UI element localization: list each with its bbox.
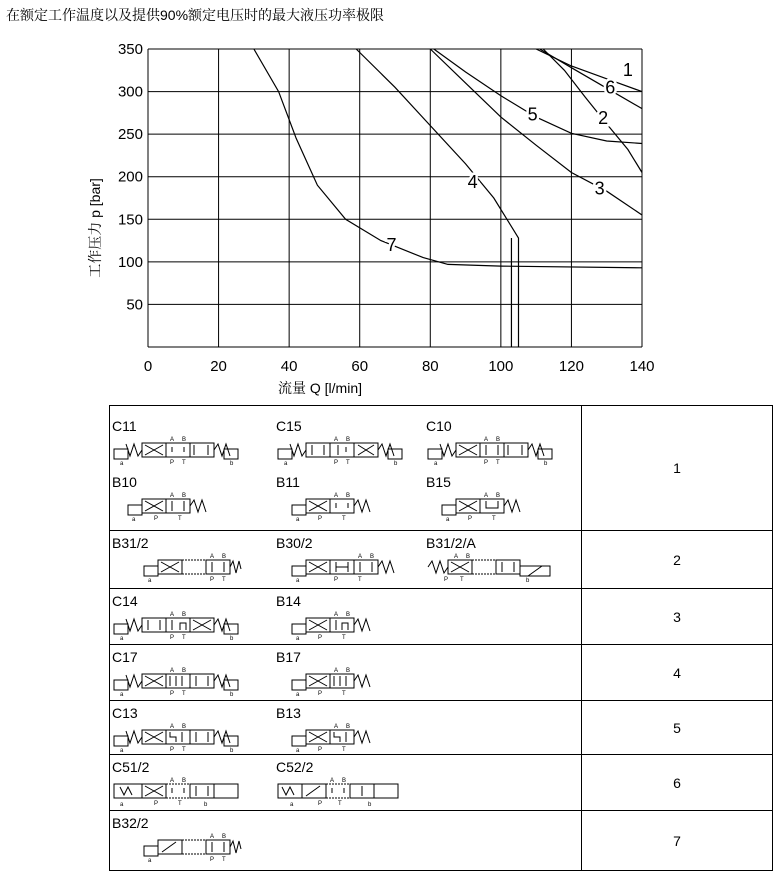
solenoid-a-label: a bbox=[296, 517, 300, 523]
port-a-label: A bbox=[484, 437, 489, 443]
pressure-flow-chart bbox=[0, 0, 779, 400]
port-p-label: P bbox=[210, 857, 215, 863]
port-b-label: B bbox=[182, 724, 187, 730]
table-row bbox=[110, 701, 773, 755]
solenoid-a-label: a bbox=[120, 748, 124, 754]
solenoid-a-label: a bbox=[120, 692, 124, 698]
port-t-label: T bbox=[178, 516, 182, 522]
series-line-3 bbox=[430, 49, 642, 215]
solenoid-a-label: a bbox=[296, 636, 300, 642]
port-a-label: A bbox=[170, 778, 175, 784]
port-b-label: B bbox=[346, 668, 351, 674]
port-t-label: T bbox=[342, 635, 346, 641]
table-row bbox=[110, 589, 773, 645]
solenoid-a-label: a bbox=[290, 802, 294, 808]
port-p-label: P bbox=[170, 635, 175, 641]
valve-2pos-symbol bbox=[276, 721, 376, 755]
port-t-label: T bbox=[492, 516, 496, 522]
port-t-label: T bbox=[342, 691, 346, 697]
port-p-label: P bbox=[484, 460, 489, 466]
port-a-label: A bbox=[334, 668, 339, 674]
x-tick-label: 40 bbox=[280, 358, 298, 375]
port-t-label: T bbox=[222, 857, 226, 863]
port-a-label: A bbox=[170, 437, 175, 443]
valve-code: C13 bbox=[112, 705, 138, 721]
valve-3pos-symbol bbox=[276, 775, 406, 809]
valve-3pos-symbol bbox=[112, 831, 242, 865]
y-tick-label: 50 bbox=[126, 296, 143, 314]
curve-number: 3 bbox=[582, 589, 773, 645]
x-tick-label: 0 bbox=[143, 358, 153, 375]
port-a-label: A bbox=[334, 437, 339, 443]
solenoid-a-label: a bbox=[120, 461, 124, 467]
port-b-label: B bbox=[346, 437, 351, 443]
port-t-label: T bbox=[342, 747, 346, 753]
solenoid-a-label: a bbox=[148, 858, 152, 864]
port-b-label: B bbox=[182, 612, 187, 618]
port-a-label: A bbox=[330, 778, 335, 784]
port-b-label: B bbox=[182, 778, 187, 784]
port-b-label: B bbox=[370, 554, 375, 560]
symbols-cell bbox=[110, 755, 582, 811]
port-t-label: T bbox=[496, 460, 500, 466]
valve-3pos-symbol bbox=[426, 434, 556, 468]
valve-3pos-symbol bbox=[112, 434, 242, 468]
series-line-4 bbox=[356, 49, 518, 347]
port-t-label: T bbox=[178, 801, 182, 807]
solenoid-a-label: a bbox=[132, 517, 136, 523]
valve-code: B15 bbox=[426, 474, 451, 490]
port-a-label: A bbox=[170, 612, 175, 618]
port-p-label: P bbox=[334, 460, 339, 466]
table-row bbox=[110, 645, 773, 701]
x-tick-label: 100 bbox=[488, 358, 514, 375]
valve-3pos-symbol bbox=[276, 434, 406, 468]
port-p-label: P bbox=[318, 747, 323, 753]
valve-code: B14 bbox=[276, 593, 301, 609]
curve-number: 1 bbox=[582, 406, 773, 531]
curve-label: 3 bbox=[594, 178, 605, 199]
solenoid-a-label: a bbox=[296, 748, 300, 754]
port-a-label: A bbox=[334, 724, 339, 730]
valve-code: C15 bbox=[276, 418, 302, 434]
valve-code: C51/2 bbox=[112, 759, 150, 775]
curve-number: 6 bbox=[582, 755, 773, 811]
solenoid-a-label: a bbox=[120, 802, 124, 808]
y-axis-label: 工作压力 p [bar] bbox=[87, 178, 103, 278]
port-t-label: T bbox=[460, 577, 464, 583]
port-p-label: P bbox=[170, 691, 175, 697]
valve-3pos-symbol bbox=[112, 665, 242, 699]
valve-code: B11 bbox=[276, 474, 300, 490]
port-p-label: P bbox=[210, 577, 215, 583]
port-p-label: P bbox=[318, 516, 323, 522]
port-t-label: T bbox=[182, 460, 186, 466]
port-b-label: B bbox=[182, 437, 187, 443]
table-row bbox=[110, 755, 773, 811]
symbols-cell bbox=[110, 701, 582, 755]
port-t-label: T bbox=[222, 577, 226, 583]
valve-code: B32/2 bbox=[112, 815, 149, 831]
x-tick-label: 120 bbox=[558, 358, 584, 375]
port-t-label: T bbox=[182, 691, 186, 697]
port-a-label: A bbox=[210, 554, 215, 560]
port-a-label: A bbox=[334, 612, 339, 618]
curve-label: 2 bbox=[598, 107, 609, 128]
series-line-7 bbox=[254, 49, 642, 268]
solenoid-a-label: a bbox=[120, 636, 124, 642]
y-tick-label: 250 bbox=[117, 126, 143, 144]
port-p-label: P bbox=[468, 516, 473, 522]
valve-2pos-symbol bbox=[276, 490, 376, 524]
port-b-label: B bbox=[342, 778, 347, 784]
symbols-cell bbox=[110, 811, 582, 871]
x-tick-label: 20 bbox=[210, 358, 227, 375]
port-p-label: P bbox=[334, 577, 339, 583]
curve-label: 1 bbox=[622, 60, 633, 81]
solenoid-a-label: a bbox=[446, 517, 450, 523]
port-t-label: T bbox=[358, 577, 362, 583]
solenoid-b-label: b bbox=[230, 461, 234, 467]
port-b-label: B bbox=[496, 493, 501, 499]
port-p-label: P bbox=[444, 577, 449, 583]
valve-2pos-symbol bbox=[426, 490, 526, 524]
curve-number: 4 bbox=[582, 645, 773, 701]
solenoid-a-label: a bbox=[434, 461, 438, 467]
x-axis-label: 流量 Q [l/min] bbox=[278, 380, 363, 396]
valve-2pos-symbol bbox=[112, 490, 212, 524]
y-tick-label: 350 bbox=[117, 41, 143, 58]
port-p-label: P bbox=[318, 691, 323, 697]
symbols-cell bbox=[110, 406, 582, 531]
valve-code: C52/2 bbox=[276, 759, 314, 775]
port-a-label: A bbox=[170, 724, 175, 730]
valve-code: C11 bbox=[112, 418, 137, 434]
solenoid-b-label: b bbox=[230, 636, 234, 642]
port-p-label: P bbox=[154, 516, 159, 522]
valve-code: C10 bbox=[426, 418, 452, 434]
curve-label: 7 bbox=[386, 234, 397, 255]
solenoid-a-label: a bbox=[296, 578, 300, 584]
x-tick-label: 140 bbox=[629, 358, 655, 375]
port-b-label: B bbox=[222, 554, 227, 560]
curve-label: 6 bbox=[605, 77, 616, 98]
curve-label: 4 bbox=[467, 171, 478, 192]
valve-code: B30/2 bbox=[276, 535, 313, 551]
port-b-label: B bbox=[346, 493, 351, 499]
valve-code: B10 bbox=[112, 474, 137, 490]
valve-2pos-symbol bbox=[276, 609, 376, 643]
port-b-label: B bbox=[346, 612, 351, 618]
port-a-label: A bbox=[170, 493, 175, 499]
valve-code: C17 bbox=[112, 649, 138, 665]
port-b-label: B bbox=[182, 668, 187, 674]
port-a-label: A bbox=[454, 554, 459, 560]
port-t-label: T bbox=[182, 635, 186, 641]
port-p-label: P bbox=[154, 801, 159, 807]
symbols-cell bbox=[110, 645, 582, 701]
y-tick-label: 150 bbox=[117, 211, 143, 229]
y-tick-label: 100 bbox=[117, 253, 143, 271]
port-a-label: A bbox=[170, 668, 175, 674]
y-tick-label: 300 bbox=[117, 83, 143, 101]
port-b-label: B bbox=[496, 437, 501, 443]
port-t-label: T bbox=[182, 747, 186, 753]
port-t-label: T bbox=[346, 460, 350, 466]
valve-3pos-symbol bbox=[112, 609, 242, 643]
valve-code: C14 bbox=[112, 593, 138, 609]
solenoid-a-label: a bbox=[148, 578, 152, 584]
solenoid-a-label: a bbox=[296, 692, 300, 698]
solenoid-a-label: a bbox=[284, 461, 288, 467]
port-t-label: T bbox=[338, 801, 342, 807]
curve-number: 7 bbox=[582, 811, 773, 871]
valve-code: B17 bbox=[276, 649, 301, 665]
solenoid-b-label: b bbox=[526, 578, 530, 584]
solenoid-b-label: b bbox=[544, 461, 548, 467]
port-p-label: P bbox=[318, 801, 323, 807]
curve-number: 5 bbox=[582, 701, 773, 755]
valve-3pos-symbol bbox=[276, 551, 406, 585]
valve-spec-table bbox=[109, 405, 773, 871]
valve-3pos-symbol bbox=[112, 721, 242, 755]
valve-code: B13 bbox=[276, 705, 301, 721]
curve-number: 2 bbox=[582, 531, 773, 589]
port-b-label: B bbox=[182, 493, 187, 499]
valve-3pos-symbol bbox=[112, 775, 242, 809]
port-p-label: P bbox=[170, 747, 175, 753]
solenoid-b-label: b bbox=[230, 748, 234, 754]
port-b-label: B bbox=[346, 724, 351, 730]
table-row bbox=[110, 531, 773, 589]
port-a-label: A bbox=[334, 493, 339, 499]
valve-3pos-symbol bbox=[112, 551, 242, 585]
solenoid-b-label: b bbox=[368, 802, 372, 808]
solenoid-b-label: b bbox=[204, 802, 208, 808]
valve-code: B31/2/A bbox=[426, 535, 476, 551]
port-a-label: A bbox=[210, 834, 215, 840]
valve-code: B31/2 bbox=[112, 535, 149, 551]
x-tick-label: 60 bbox=[351, 358, 369, 375]
port-a-label: A bbox=[358, 554, 363, 560]
x-tick-label: 80 bbox=[421, 358, 439, 375]
symbols-cell bbox=[110, 531, 582, 589]
solenoid-b-label: b bbox=[394, 461, 398, 467]
table-row bbox=[110, 811, 773, 871]
port-b-label: B bbox=[222, 834, 227, 840]
valve-3pos-symbol bbox=[426, 551, 556, 585]
y-tick-label: 200 bbox=[117, 168, 143, 186]
port-a-label: A bbox=[484, 493, 489, 499]
curve-label: 5 bbox=[527, 104, 538, 125]
port-t-label: T bbox=[342, 516, 346, 522]
symbols-cell bbox=[110, 589, 582, 645]
port-p-label: P bbox=[318, 635, 323, 641]
solenoid-b-label: b bbox=[230, 692, 234, 698]
table-row bbox=[110, 406, 773, 531]
port-b-label: B bbox=[466, 554, 471, 560]
valve-2pos-symbol bbox=[276, 665, 376, 699]
page-title: 在额定工作温度以及提供90%额定电压时的最大液压功率极限 bbox=[6, 7, 385, 23]
port-p-label: P bbox=[170, 460, 175, 466]
